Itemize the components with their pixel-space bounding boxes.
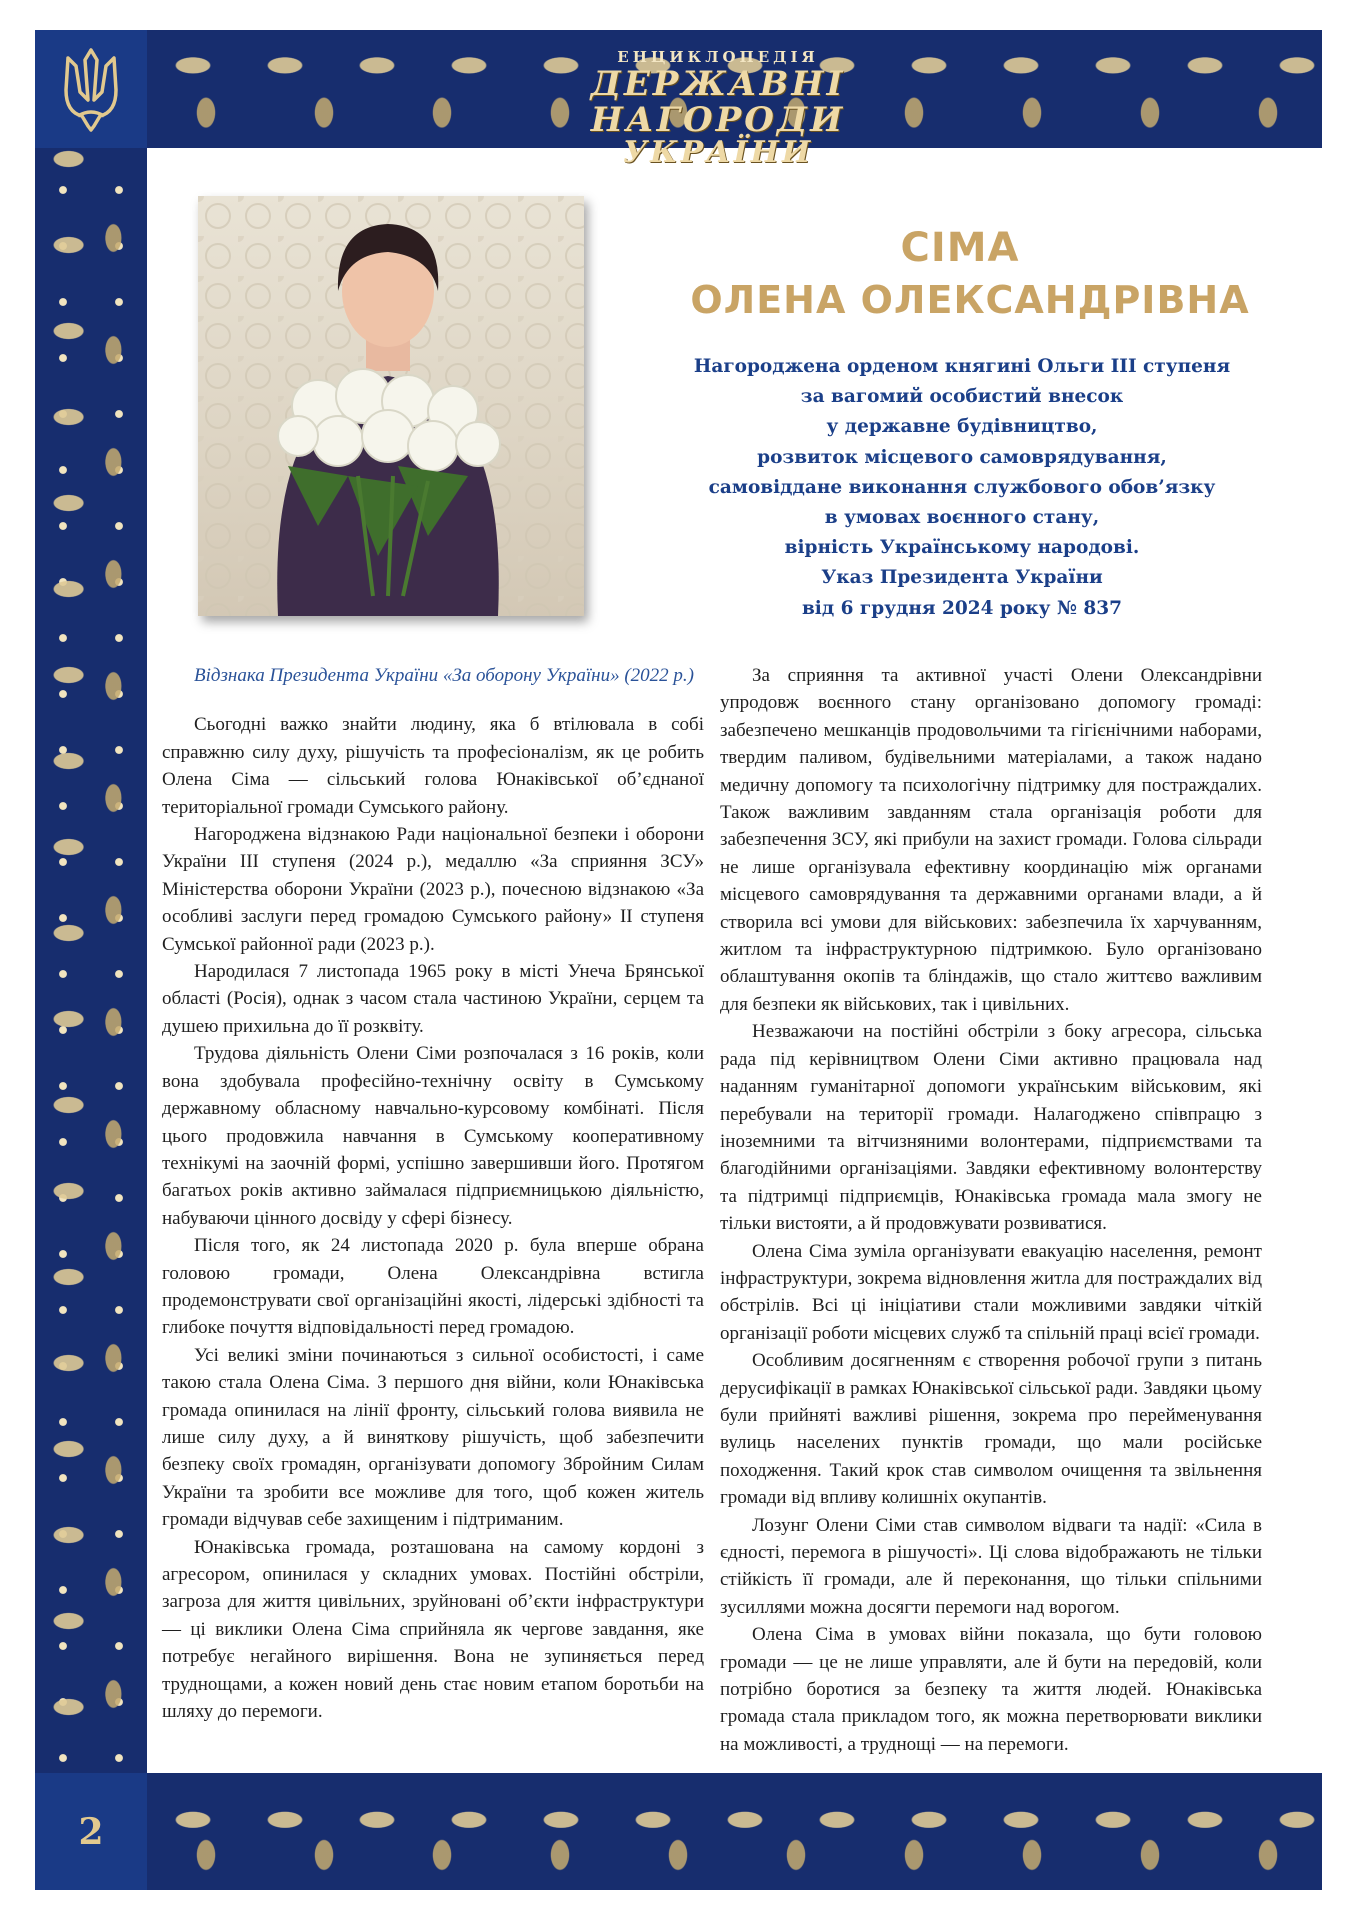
trident-emblem-icon [35,30,147,148]
award-line: Нагороджена орденом княгині Ольги ІІІ ступеня [693,356,1231,377]
article-column-right [720,662,1262,1758]
award-line: вірність Українському народові. [784,537,1140,559]
award-line: в умовах воєнного стану, [824,507,1100,529]
person-name: ОЛЕНА ОЛЕКСАНДРІВНА [690,278,1250,322]
article-paragraph: Незважаючи на постійні обстріли з боку агресора, сільська рада під керівництвом Олени Сіми активно працювала над наданням гуманітарної допомоги українським військовим, які перебували на території громади. Налагоджено співпрацю з іноземними та вітчизняними волонтерами, підприємствами та благодійними організаціями. Завдяки ефективному волонтерству та підтримці підприємців, Юнаківська громада мала змогу не тільки вистояти, а й продовжувати розвиватися. [720,1021,1262,1235]
award-line: розвиток місцевого самоврядування, [757,446,1167,468]
article-paragraph: Сьогодні важко знайти людину, яка б втілювала в собі справжню силу духу, рішучість та професіоналізм, як це робить Олена Сіма — сільський голова Юнаківської об’єднаної територіальної громади Сумського району. [162,714,704,818]
header-line-1: ЕНЦИКЛОПЕДІЯ [617,48,819,66]
article-paragraph: Олена Сіма зуміла організувати евакуацію населення, ремонт інфраструктури, зокрема відновлення житла для постраждалих від обстрілів. Всі ці ініціативи стали можливими завдяки чіткій організації роботи місцевих служб та спільній праці всієї громади. [720,1240,1262,1344]
distinction-note: Відзнака Президента України «За оборону України» (2022 р.) [194,665,695,686]
ornament-border-left [35,30,147,1890]
article-paragraph: За сприяння та активної участі Олени Олександрівни упродовж воєнного стану організовано допомогу громаді: забезпечено мешканців продовольчими та гігієнічними наборами, твердим паливом, будівельними матеріалами, а також надано медичну допомогу та психологічну підтримку для постраждалих. Також важливим завданням стала організація роботи для забезпечення ЗСУ, які прибули на захист громади. Голова сільради не лише організувала ефективну координацію між органами місцевого самоврядування та державними органами влади, а й створила всі умови для військових: забезпечила їх харчуванням, житлом та інфраструктурною підтримкою. Було організовано облаштування окопів та бліндажів, що стало життєво важливим для безпеки як військових, так і цивільних. [720,665,1262,1015]
award-citation [672,352,1252,624]
article-paragraph: Трудова діяльність Олени Сіми розпочалася з 16 років, коли вона здобувала професійно-технічну освіту в Сумському державному обласному навчально-курсовому комбінаті. Після цього продовжила навчання в Сумському кооперативному технікумі на заочній формі, успішно завершивши його. Протягом багатьох років активно займалася підприємницькою діяльністю, набуваючи цінного досвіду у сфері бізнесу. [162,1043,704,1229]
article-paragraph: Юнаківська громада, розташована на самому кордоні з агресором, опинилася у складних умовах. Постійні обстріли, загроза для життя цивільних, зруйновані об’єкти інфраструктури — ці виклики Олена Сіма сприйняла як чергове завдання, яке потребує негайного вирішення. Вона не зупиняється перед труднощами, а кожен новий день стає новим етапом боротьби на шляху до перемоги. [162,1536,704,1723]
article-paragraph: Олена Сіма в умовах війни показала, що бути головою громади — це не лише управляти, але й бути на передовій, коли потрібно боротися за безпеку та життя людей. Юнаківська громада стала прикладом того, як можна перетворювати виклики на можливості, а труднощі — на перемоги. [720,1624,1262,1755]
award-line: у державне будівництво, [826,416,1098,438]
award-line: від 6 грудня 2024 року № 837 [801,597,1123,619]
person-surname: СІМА [900,225,1020,271]
article-paragraph: Усі великі зміни починаються з сильної особистості, і саме такою стала Олена Сіма. З першого дня війни, коли Юнаківська громада опинилася на лінії фронту, сільський голова виявила не лише силу духу, а й виняткову рішучість, щоб забезпечити безпеку своїх громадян, організувати допомогу Збройним Силам України та зробити все можливе для того, щоб кожен житель громади відчував себе захищеним і підтриманим. [162,1344,704,1531]
header-line-2: ДЕРЖАВНІ НАГОРОДИ [590,64,846,140]
page-number-box [35,1773,147,1890]
encyclopedia-header-banner [488,48,948,170]
ornament-border-bottom [147,1773,1322,1890]
article-paragraph: Лозунг Олени Сіми став символом відваги та надії: «Сила в єдності, перемога в рішучості». Ці слова відображають не тільки стійкість її громади, але й переконання, що тільки спільними зусиллями можна досягти перемоги над ворогом. [720,1514,1262,1618]
award-line: за вагомий особистий внесок [800,386,1124,408]
portrait-photo [198,196,584,616]
award-line: самовіддане виконання службового обов’язку [708,476,1216,498]
article-paragraph: Народилася 7 листопада 1965 року в місті Унеча Брянської області (Росія), однак з часом стала частиною України, серцем та душею прихильна до її розквіту. [162,961,704,1037]
award-line: Указ Президента України [821,567,1103,589]
article-paragraph: Особливим досягненням є створення робочої групи з питань дерусифікації в рамках Юнаківської сільської ради. Завдяки цьому були прийняті важливі рішення, зокрема про перейменування вулиць населених пунктів громади, що мали російське походження. Такий крок став символом очищення та звільнення громади від впливу колишніх окупантів. [720,1350,1262,1509]
page-number: 2 [78,1810,104,1853]
header-line-3: УКРАЇНИ [622,135,814,170]
article-paragraph: Після того, як 24 листопада 2020 р. була вперше обрана головою громади, Олена Олександрівна встигла продемонструвати свої організаційні якості, лідерські здібності та глибоке почуття відповідальності перед громадою. [162,1235,704,1339]
article-column-left [162,662,704,1725]
article-paragraph: Нагороджена відзнакою Ради національної безпеки і оборони України ІІІ ступеня (2024 р.), медаллю «За сприяння ЗСУ» Міністерства оборони України (2023 р.), почесною відзнакою «За особливі заслуги перед громадою Сумського району» ІІ ступеня Сумської районної ради (2023 р.). [162,824,704,955]
